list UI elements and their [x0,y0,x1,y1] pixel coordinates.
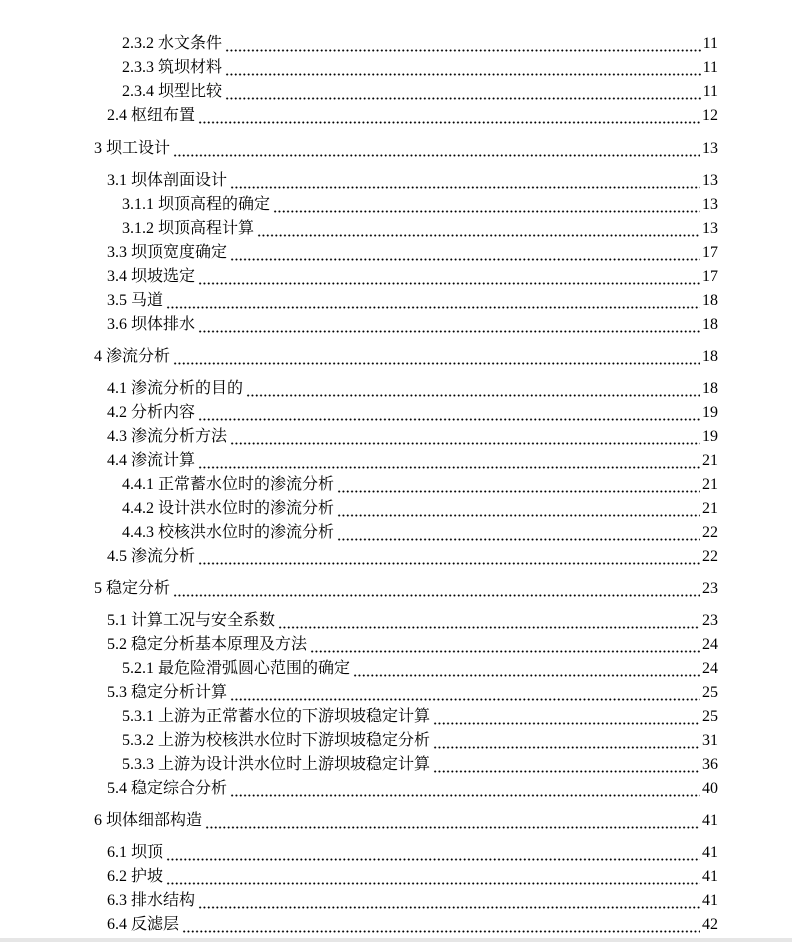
toc-entry-label: 5.2.1 最危险滑弧圆心范围的确定 [122,660,351,677]
toc-entry-label: 5.3 稳定分析计算 [107,684,228,701]
toc-dot-leader [433,755,700,775]
toc-entry-page-number: 25 [702,708,718,725]
toc-entry-page-number: 24 [702,636,718,653]
toc-entry-label: 3.5 马道 [107,292,164,309]
toc-entry-page-number: 21 [702,476,718,493]
toc-entry[interactable] [0,497,718,519]
toc-entry-page-number: 19 [702,404,718,421]
toc-dot-leader [337,475,700,495]
toc-entry-label: 5.3.3 上游为设计洪水位时上游坝坡稳定计算 [122,756,431,773]
toc-dot-leader [225,58,701,78]
toc-dot-leader [198,451,700,471]
toc-entry-label: 3 坝工设计 [94,140,171,157]
toc-dot-leader [166,843,700,863]
toc-entry[interactable] [0,425,718,447]
toc-entry[interactable] [0,241,718,263]
toc-entry[interactable] [0,137,718,159]
toc-entry-page-number: 23 [702,580,718,597]
toc-dot-leader [246,379,700,399]
toc-entry-label: 5.1 计算工况与安全系数 [107,612,276,629]
toc-entry-page-number: 22 [702,524,718,541]
toc-entry-page-number: 42 [702,916,718,933]
toc-entry-label: 4.3 渗流分析方法 [107,428,228,445]
toc-entry-label: 3.4 坝坡选定 [107,268,196,285]
toc-entry-page-number: 17 [702,244,718,261]
toc-entry-label: 3.1.2 坝顶高程计算 [122,220,255,237]
toc-entry-page-number: 18 [702,348,718,365]
toc-entry-label: 5 稳定分析 [94,580,171,597]
toc-dot-leader [230,427,700,447]
toc-entry[interactable] [0,473,718,495]
toc-entry[interactable] [0,913,718,935]
toc-entry-page-number: 41 [702,868,718,885]
toc-entry-label: 4.4.1 正常蓄水位时的渗流分析 [122,476,335,493]
toc-entry-label: 2.3.2 水文条件 [122,35,223,52]
toc-entry[interactable] [0,289,718,311]
toc-entry-page-number: 19 [702,428,718,445]
toc-entry[interactable] [0,265,718,287]
toc-entry[interactable] [0,32,718,54]
toc-dot-leader [166,867,700,887]
toc-entry-label: 5.3.1 上游为正常蓄水位的下游坝坡稳定计算 [122,708,431,725]
toc-entry-page-number: 13 [702,220,718,237]
toc-entry-label: 6 坝体细部构造 [94,812,203,829]
toc-dot-leader [337,523,700,543]
toc-entry[interactable] [0,633,718,655]
toc-entry[interactable] [0,345,718,367]
toc-dot-leader [173,579,700,599]
toc-entry-page-number: 11 [702,83,718,100]
toc-dot-leader [433,707,700,727]
toc-entry[interactable] [0,681,718,703]
toc-entry-label: 4.5 渗流分析 [107,548,196,565]
toc-dot-leader [198,315,700,335]
toc-dot-leader [310,635,700,655]
toc-entry-label: 4 渗流分析 [94,348,171,365]
toc-entry-page-number: 21 [702,500,718,517]
toc-dot-leader [173,139,700,159]
toc-dot-leader [198,267,700,287]
toc-entry-page-number: 36 [702,756,718,773]
toc-entry-label: 4.4.2 设计洪水位时的渗流分析 [122,500,335,517]
toc-entry-label: 5.3.2 上游为校核洪水位时下游坝坡稳定分析 [122,732,431,749]
toc-entry[interactable] [0,80,718,102]
toc-entry-label: 4.4 渗流计算 [107,452,196,469]
toc-entry-page-number: 12 [702,107,718,124]
toc-entry-label: 2.4 枢纽布置 [107,107,196,124]
toc-entry[interactable] [0,777,718,799]
toc-entry[interactable] [0,169,718,191]
toc-entry-label: 6.1 坝顶 [107,844,164,861]
toc-entry[interactable] [0,841,718,863]
toc-dot-leader [230,779,700,799]
toc-entry-page-number: 11 [702,35,718,52]
toc-entry-label: 3.6 坝体排水 [107,316,196,333]
toc-entry-page-number: 23 [702,612,718,629]
toc-entry[interactable] [0,753,718,775]
toc-entry-label: 6.3 排水结构 [107,892,196,909]
toc-entry-page-number: 21 [702,452,718,469]
toc-dot-leader [198,106,700,126]
toc-dot-leader [225,82,701,102]
toc-entry[interactable] [0,609,718,631]
toc-entry-page-number: 13 [702,196,718,213]
toc-entry-page-number: 13 [702,172,718,189]
toc-entry-page-number: 18 [702,316,718,333]
toc-dot-leader [182,915,700,935]
toc-entry[interactable] [0,577,718,599]
toc-entry-page-number: 22 [702,548,718,565]
toc-entry[interactable] [0,313,718,335]
toc-entry[interactable] [0,521,718,543]
toc-entry[interactable] [0,193,718,215]
toc-entry-label: 5.2 稳定分析基本原理及方法 [107,636,308,653]
toc-entry-page-number: 18 [702,380,718,397]
toc-dot-leader [225,34,701,54]
toc-entry[interactable] [0,657,718,679]
toc-entry[interactable] [0,377,718,399]
toc-entry[interactable] [0,865,718,887]
toc-dot-leader [353,659,700,679]
toc-entry[interactable] [0,401,718,423]
toc-entry-label: 3.1 坝体剖面设计 [107,172,228,189]
toc-entry-page-number: 31 [702,732,718,749]
toc-dot-leader [337,499,700,519]
toc-entry[interactable] [0,56,718,78]
toc-entry[interactable] [0,545,718,567]
toc-entry-label: 4.4.3 校核洪水位时的渗流分析 [122,524,335,541]
toc-entry-page-number: 41 [702,844,718,861]
toc-entry[interactable] [0,889,718,911]
toc-entry-label: 6.4 反滤层 [107,916,180,933]
toc-dot-leader [230,171,700,191]
toc-dot-leader [230,243,700,263]
toc-entry-label: 5.4 稳定综合分析 [107,780,228,797]
toc-entry-page-number: 25 [702,684,718,701]
toc-entry-label: 4.2 分析内容 [107,404,196,421]
toc-entry-page-number: 18 [702,292,718,309]
toc-entry[interactable] [0,705,718,727]
toc-entry-page-number: 41 [702,812,718,829]
page-bottom-edge [0,938,792,942]
toc-dot-leader [198,891,700,911]
toc-entry-page-number: 40 [702,780,718,797]
toc-dot-leader [205,811,700,831]
toc-entry-label: 2.3.4 坝型比较 [122,83,223,100]
toc-entry-page-number: 17 [702,268,718,285]
toc-dot-leader [230,683,700,703]
toc-entry-label: 3.1.1 坝顶高程的确定 [122,196,271,213]
toc-entry-label: 4.1 渗流分析的目的 [107,380,244,397]
toc-entry[interactable] [0,809,718,831]
toc-entry[interactable] [0,729,718,751]
toc-entry[interactable] [0,449,718,471]
toc-entry-label: 6.2 护坡 [107,868,164,885]
toc-entry-page-number: 24 [702,660,718,677]
toc-entry-page-number: 11 [702,59,718,76]
toc-dot-leader [273,195,700,215]
toc-dot-leader [173,347,700,367]
toc-entry[interactable] [0,217,718,239]
toc-dot-leader [166,291,700,311]
toc-entry-label: 3.3 坝顶宽度确定 [107,244,228,261]
toc-entry-page-number: 13 [702,140,718,157]
toc-entry[interactable] [0,104,718,126]
toc-dot-leader [278,611,700,631]
toc-entry-page-number: 41 [702,892,718,909]
toc-dot-leader [257,219,700,239]
toc-dot-leader [433,731,700,751]
toc-dot-leader [198,547,700,567]
toc-entry-label: 2.3.3 筑坝材料 [122,59,223,76]
toc-dot-leader [198,403,700,423]
